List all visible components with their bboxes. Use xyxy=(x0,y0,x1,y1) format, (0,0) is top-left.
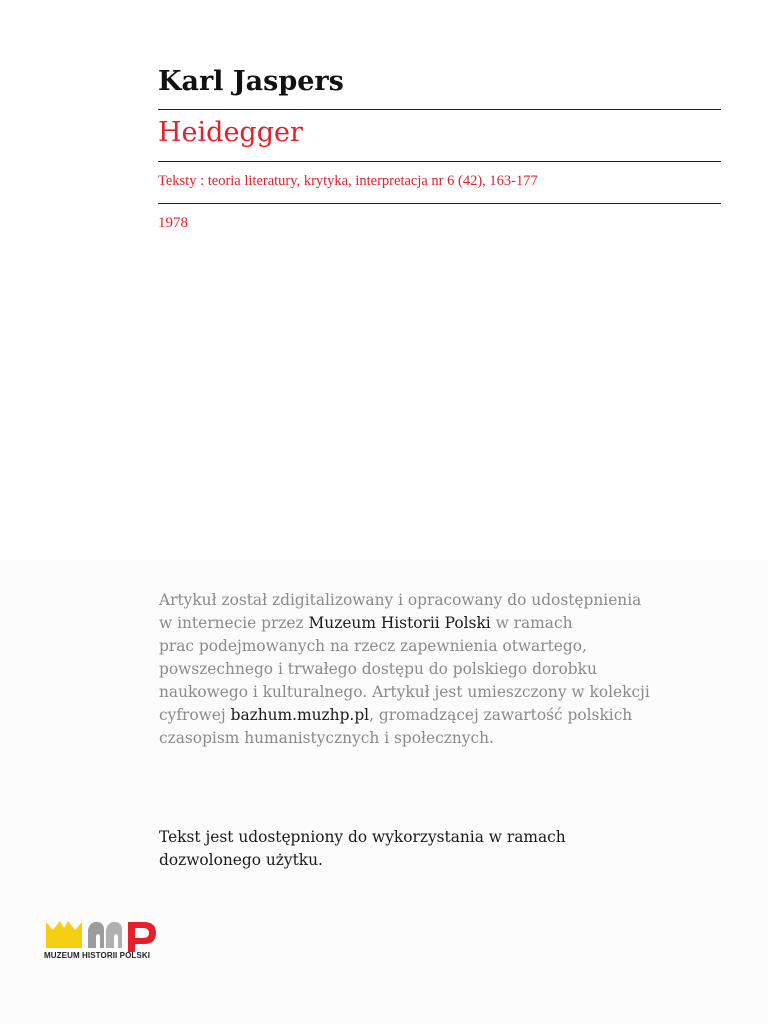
publication-source: Teksty : teoria literatury, krytyka, interpretacja nr 6 (42), 163-177 xyxy=(158,173,538,189)
note-text: cyfrowej xyxy=(159,706,231,724)
note-line: naukowego i kulturalnego. Artykuł jest umieszczony w kolekcji xyxy=(159,683,650,701)
usage-license-note xyxy=(159,826,699,872)
note-line: powszechnego i trwałego dostępu do polskiego dorobku xyxy=(159,660,597,678)
license-line: Tekst jest udostępniony do wykorzystania w ramach xyxy=(159,828,566,846)
note-text: , gromadzącej zawartość polskich xyxy=(369,706,633,724)
eagle-icon xyxy=(88,922,104,948)
article-title: Heidegger xyxy=(158,117,303,148)
note-text: w ramach xyxy=(490,614,573,632)
logo-caption: MUZEUM HISTORII POLSKI xyxy=(44,951,151,960)
divider-rule xyxy=(158,203,721,204)
divider-rule xyxy=(158,109,721,110)
divider-rule xyxy=(158,161,721,162)
digitization-note xyxy=(159,589,699,750)
note-line: Artykuł został zdigitalizowany i opracowany do udostępnienia xyxy=(159,591,642,609)
letter-p-icon xyxy=(128,922,156,952)
author-name: Karl Jaspers xyxy=(158,66,344,97)
note-line: prac podejmowanych na rzecz zapewnienia otwartego, xyxy=(159,637,587,655)
note-line xyxy=(159,704,699,727)
museum-name: Muzeum Historii Polski xyxy=(308,614,491,632)
note-line: czasopism humanistycznych i społecznych. xyxy=(159,729,494,747)
publication-year: 1978 xyxy=(158,215,188,231)
note-text: w internecie przez xyxy=(159,614,309,632)
note-line xyxy=(159,612,699,635)
license-line: dozwolonego użytku. xyxy=(159,851,323,869)
collection-link[interactable]: bazhum.muzhp.pl xyxy=(230,706,370,724)
